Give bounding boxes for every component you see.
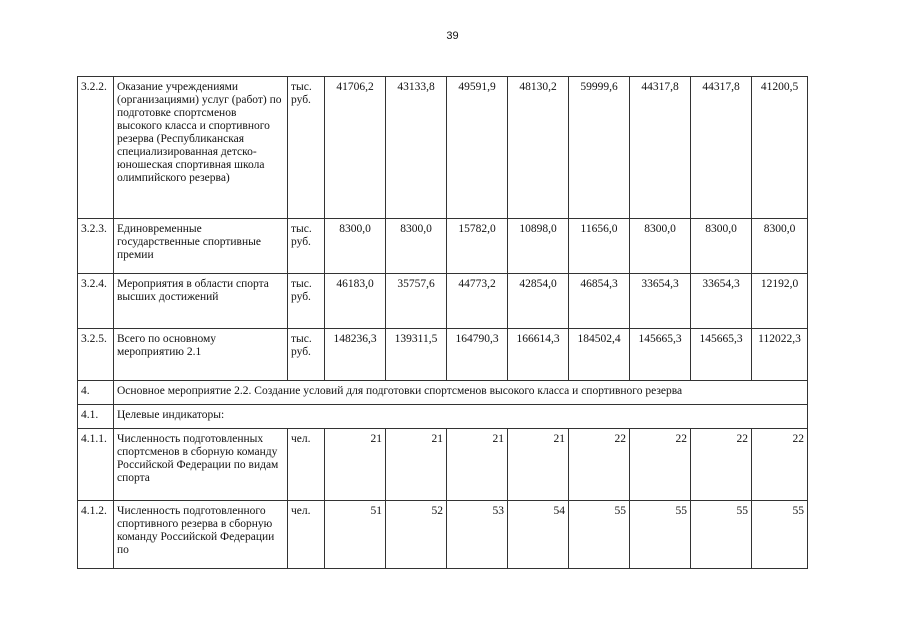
table-row — [78, 429, 808, 501]
value-cell: 44317,8 — [691, 77, 752, 219]
row-number: 3.2.4. — [78, 274, 114, 329]
value-cell: 148236,3 — [325, 329, 386, 381]
row-number: 4.1.1. — [78, 429, 114, 501]
value-cell: 52 — [386, 501, 447, 569]
value-cell: 44317,8 — [630, 77, 691, 219]
row-unit: чел. — [288, 429, 325, 501]
value-cell: 8300,0 — [386, 219, 447, 274]
value-cell: 8300,0 — [325, 219, 386, 274]
row-number: 4.1.2. — [78, 501, 114, 569]
value-cell: 22 — [752, 429, 808, 501]
value-cell: 22 — [569, 429, 630, 501]
value-cell: 46183,0 — [325, 274, 386, 329]
value-cell: 41200,5 — [752, 77, 808, 219]
row-number: 3.2.3. — [78, 219, 114, 274]
value-cell: 54 — [508, 501, 569, 569]
value-cell: 139311,5 — [386, 329, 447, 381]
value-cell: 8300,0 — [752, 219, 808, 274]
value-cell: 12192,0 — [752, 274, 808, 329]
value-cell: 11656,0 — [569, 219, 630, 274]
value-cell: 46854,3 — [569, 274, 630, 329]
value-cell: 41706,2 — [325, 77, 386, 219]
value-cell: 21 — [386, 429, 447, 501]
value-cell: 145665,3 — [630, 329, 691, 381]
row-name: Численность подготовленного спортивного резерва в сборную команду Российской Федерации по — [114, 501, 288, 569]
value-cell: 22 — [630, 429, 691, 501]
row-number: 3.2.2. — [78, 77, 114, 219]
row-unit: тыс. руб. — [288, 77, 325, 219]
program-table — [77, 76, 808, 569]
value-cell: 21 — [325, 429, 386, 501]
row-name: Всего по основному мероприятию 2.1 — [114, 329, 288, 381]
value-cell: 53 — [447, 501, 508, 569]
row-unit: чел. — [288, 501, 325, 569]
value-cell: 166614,3 — [508, 329, 569, 381]
value-cell: 55 — [691, 501, 752, 569]
value-cell: 184502,4 — [569, 329, 630, 381]
row-number: 4.1. — [78, 405, 114, 429]
row-name: Численность подготовленных спортсменов в сборную команду Российской Федерации по видам спорта — [114, 429, 288, 501]
value-cell: 48130,2 — [508, 77, 569, 219]
indicator-header-row — [78, 405, 808, 429]
row-number: 4. — [78, 381, 114, 405]
value-cell: 112022,3 — [752, 329, 808, 381]
row-name: Единовременные государственные спортивные премии — [114, 219, 288, 274]
value-cell: 55 — [752, 501, 808, 569]
value-cell: 15782,0 — [447, 219, 508, 274]
value-cell: 49591,9 — [447, 77, 508, 219]
value-cell: 55 — [630, 501, 691, 569]
table-row — [78, 274, 808, 329]
value-cell: 164790,3 — [447, 329, 508, 381]
value-cell: 44773,2 — [447, 274, 508, 329]
row-name: Мероприятия в области спорта высших достижений — [114, 274, 288, 329]
value-cell: 33654,3 — [630, 274, 691, 329]
value-cell: 35757,6 — [386, 274, 447, 329]
row-name: Оказание учреждениями (организациями) услуг (работ) по подготовке спортсменов высокого класса и спортивного резерва (Республиканская специализированная детско-юношеская спортивная школа олимпийского резерва) — [114, 77, 288, 219]
row-unit: тыс. руб. — [288, 329, 325, 381]
table-row — [78, 77, 808, 219]
value-cell: 10898,0 — [508, 219, 569, 274]
value-cell: 8300,0 — [691, 219, 752, 274]
table-row — [78, 501, 808, 569]
section-title: Основное мероприятие 2.2. Создание условий для подготовки спортсменов высокого класса и спортивного резерва — [114, 381, 808, 405]
table-row — [78, 329, 808, 381]
value-cell: 43133,8 — [386, 77, 447, 219]
value-cell: 59999,6 — [569, 77, 630, 219]
value-cell: 8300,0 — [630, 219, 691, 274]
value-cell: 51 — [325, 501, 386, 569]
page-number: 39 — [446, 30, 459, 42]
row-number: 3.2.5. — [78, 329, 114, 381]
section-row — [78, 381, 808, 405]
value-cell: 21 — [447, 429, 508, 501]
value-cell: 21 — [508, 429, 569, 501]
value-cell: 42854,0 — [508, 274, 569, 329]
row-unit: тыс. руб. — [288, 219, 325, 274]
value-cell: 55 — [569, 501, 630, 569]
value-cell: 33654,3 — [691, 274, 752, 329]
row-unit: тыс. руб. — [288, 274, 325, 329]
table-row — [78, 219, 808, 274]
indicator-header: Целевые индикаторы: — [114, 405, 808, 429]
value-cell: 145665,3 — [691, 329, 752, 381]
value-cell: 22 — [691, 429, 752, 501]
